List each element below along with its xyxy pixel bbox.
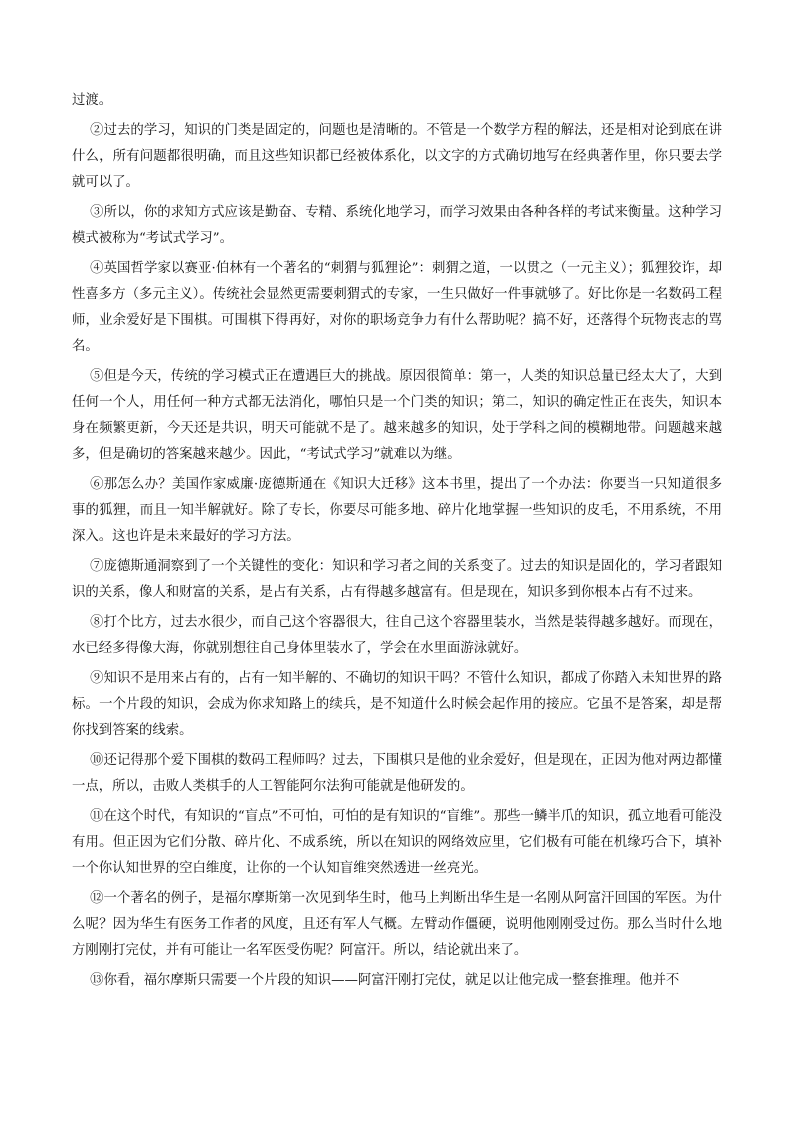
paragraph-5: ⑤但是今天，传统的学习模式正在遭遇巨大的挑战。原因很简单：第一，人类的知识总量已经太大了，大到任何一个人，用任何一种方式都无法消化，哪怕只是一个门类的知识；第二，知识的确定性正在丧失，知识本身在频繁更新，今天还是共识，明天可能就不是了。越来越多的知识，处于学科之间的模糊地带。问题越来越多，但是确切的答案越来越少。因此，“考试式学习”就难以为继。 <box>72 369 722 462</box>
paragraph-7: ⑦庞德斯通洞察到了一个关键性的变化：知识和学习者之间的关系变了。过去的知识是固化的，学习者跟知识的关系，像人和财富的关系，是占有关系，占有得越多越富有。但是现在，知识多到你根本占有不过来。 <box>72 559 722 600</box>
paragraph-10: ⑩还记得那个爱下围棋的数码工程师吗？过去，下围棋只是他的业余爱好，但是现在，正因为他对两边都懂一点，所以，击败人类棋手的人工智能阿尔法狗可能就是他研发的。 <box>72 753 722 794</box>
paragraph-12: ⑫一个著名的例子，是福尔摩斯第一次见到华生时，他马上判断出华生是一名刚从阿富汗回国的军医。为什么呢？因为华生有医务工作者的风度，且还有军人气概。左臂动作僵硬，说明他刚刚受过伤。那么当时什么地方刚刚打完仗，并有可能让一名军医受伤呢？阿富汗。所以，结论就出来了。 <box>72 891 722 958</box>
paragraph-11: ⑪在这个时代，有知识的“盲点”不可怕，可怕的是有知识的“盲维”。那些一鳞半爪的知识，孤立地看可能没有用。但正因为它们分散、碎片化、不成系统，所以在知识的网络效应里，它们极有可能在机缘巧合下，填补一个你认知世界的空白维度，让你的一个认知盲维突然透进一丝亮光。 <box>72 809 722 876</box>
paragraph-9: ⑨知识不是用来占有的，占有一知半解的、不确切的知识干吗？不管什么知识，都成了你踏入未知世界的路标。一个片段的知识，会成为你求知路上的续兵，是不知道什么时候会起作用的接应。它虽不是答案，却是帮你找到答案的线索。 <box>72 671 722 738</box>
paragraph-3: ③所以，你的求知方式应该是勤奋、专精、系统化地学习，而学习效果由各种各样的考试来衡量。这种学习模式被称为“考试式学习”。 <box>72 205 722 246</box>
paragraph-8: ⑧打个比方，过去水很少，而自己这个容器很大，往自己这个容器里装水，当然是装得越多越好。而现在，水已经多得像大海，你就别想往自己身体里装水了，学会在水里面游泳就好。 <box>72 615 722 656</box>
article-body <box>72 88 722 998</box>
paragraph-2: ②过去的学习，知识的门类是固定的，问题也是清晰的。不管是一个数学方程的解法，还是相对论到底在讲什么，所有问题都很明确，而且这些知识都已经被体系化，以文字的方式确切地写在经典著作里，你只要去学就可以了。 <box>72 123 722 190</box>
paragraph-continuation: 过渡。 <box>72 93 113 108</box>
paragraph-13: ⑬你看，福尔摩斯只需要一个片段的知识——阿富汗刚打完仗，就足以让他完成一整套推理。他并不 <box>90 973 680 988</box>
paragraph-6: ⑥那怎么办？美国作家威廉·庞德斯通在《知识大迁移》这本书里，提出了一个办法：你要当一只知道很多事的狐狸，而且一知半解就好。除了专长，你要尽可能多地、碎片化地掌握一些知识的皮毛，不用系统，不用深入。这也许是未来最好的学习方法。 <box>72 477 722 544</box>
paragraph-4: ④英国哲学家以赛亚·伯林有一个著名的“刺猬与狐狸论”：刺猬之道，一以贯之（一元主义）；狐狸狡诈，却性喜多方（多元主义）。传统社会显然更需要刺猬式的专家，一生只做好一件事就够了。好比你是一名数码工程师，业余爱好是下围棋。可围棋下得再好，对你的职场竞争力有什么帮助呢？搞不好，还落得个玩物丧志的骂名。 <box>72 261 722 354</box>
